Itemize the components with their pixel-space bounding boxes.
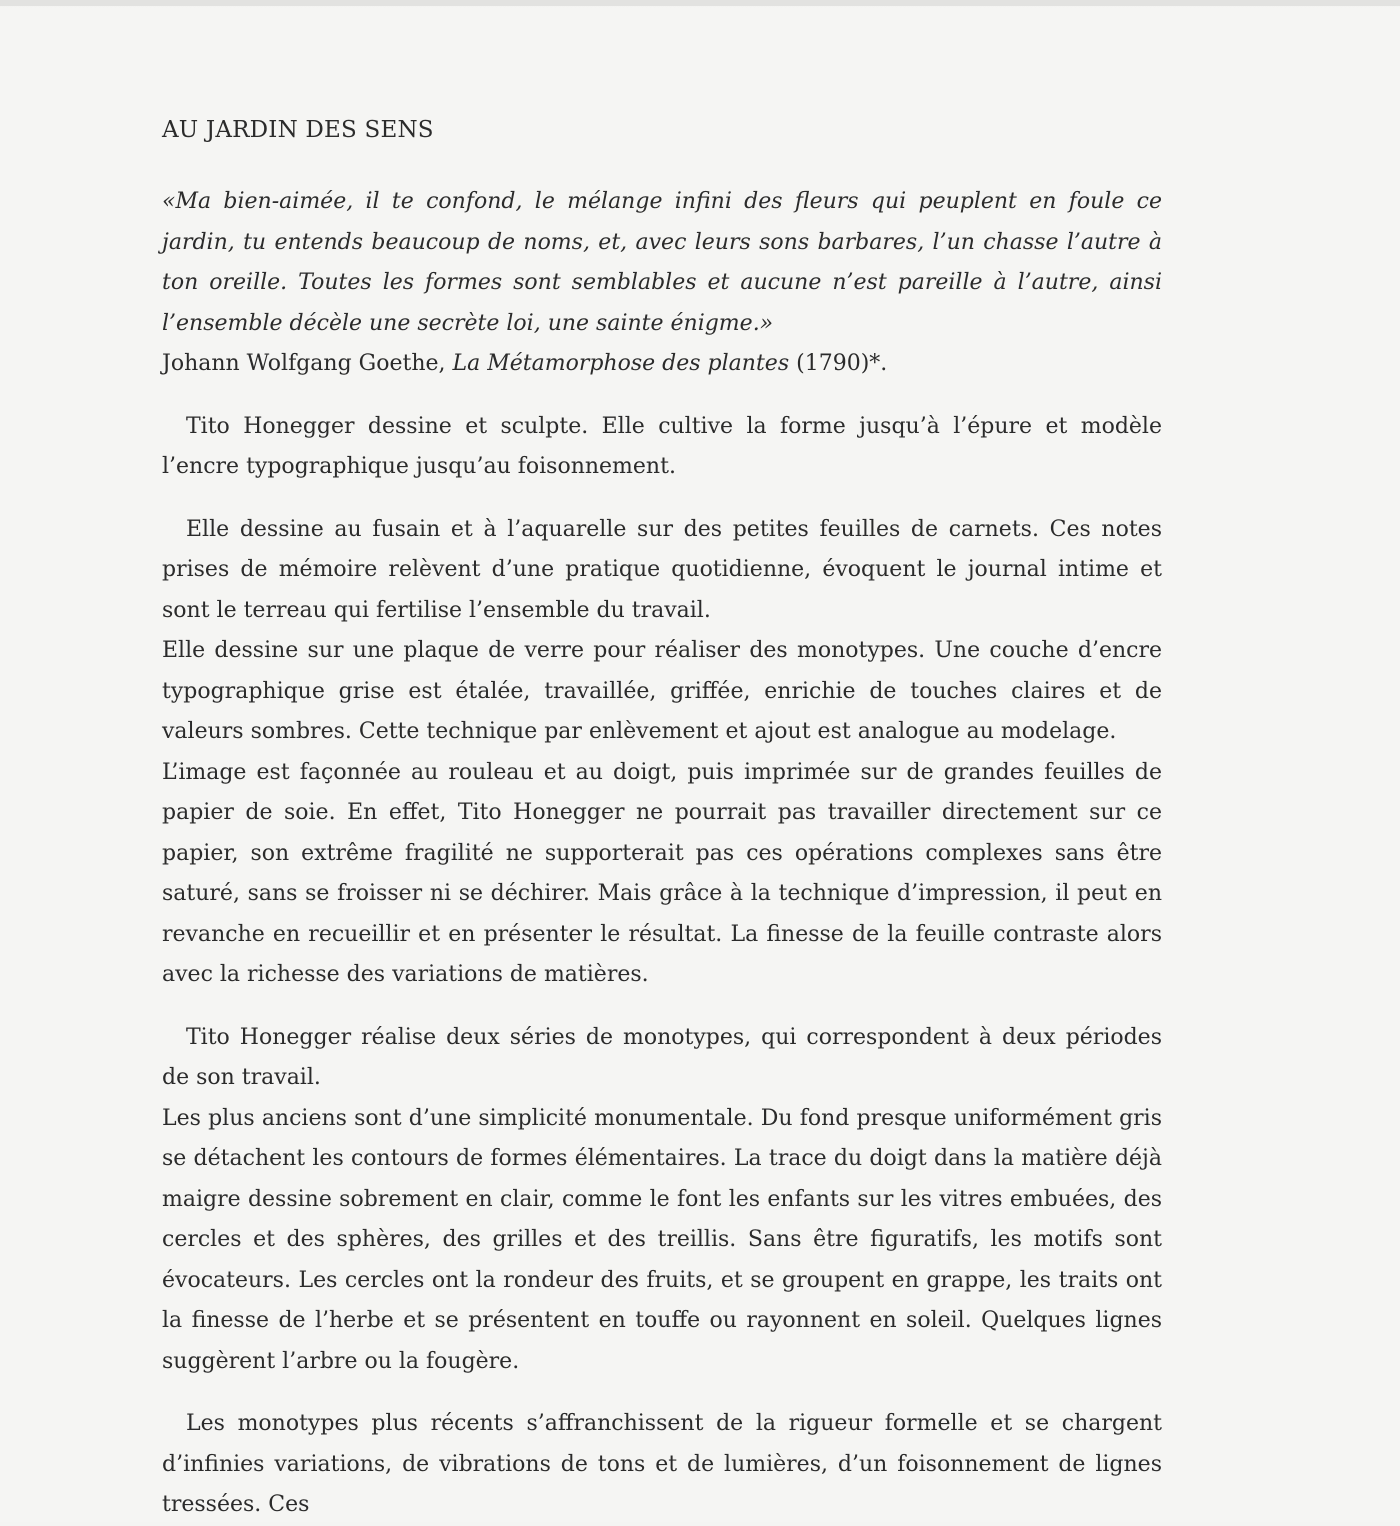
page-content bbox=[162, 112, 1162, 1526]
epigraph-quote: «Ma bien-aimée, il te confond, le mélange infini des fleurs qui peuplent en foule ce jardin, tu entends beaucoup de noms, et, avec leurs sons barbares, l’un chasse l’autre à ton oreille. Toutes les formes sont semblables et aucune n’est pareille à l’autre, ainsi l’ensemble décèle une secrète loi, une sainte énigme.» bbox=[162, 189, 1162, 336]
body-paragraph: Les monotypes plus récents s’affranchissent de la rigueur formelle et se chargent d’infinies variations, de vibrations de tons et de lumières, d’un foisonnement de lignes tressées. Ces bbox=[162, 1411, 1162, 1517]
body-paragraph: Les plus anciens sont d’une simplicité monumentale. Du fond presque uniformément gris se détachent les contours de formes élémentaires. La trace du doigt dans la matière déjà maigre dessine sobrement en clair, comme le font les enfants sur les vitres embuées, des cercles et des sphères, des grilles et des treillis. Sans être figuratifs, les motifs sont évocateurs. Les cercles ont la rondeur des fruits, et se groupent en grappe, les traits ont la finesse de l’herbe et se présentent en touffe ou rayonnent en soleil. Quelques lignes suggèrent l’arbre ou la fougère. bbox=[162, 1105, 1162, 1374]
body-paragraph: Tito Honegger réalise deux séries de monotypes, qui correspondent à deux périodes de son travail. bbox=[162, 1024, 1162, 1090]
attribution-year: (1790)*. bbox=[789, 351, 888, 376]
epigraph-attribution bbox=[162, 344, 1162, 385]
body-paragraph: Elle dessine au fusain et à l’aquarelle sur des petites feuilles de carnets. Ces notes prises de mémoire relèvent d’une pratique quotidienne, évoquent le journal intime et sont le terreau qui fertilise l’ensemble du travail. bbox=[162, 516, 1162, 623]
attribution-work-title: La Métamorphose des plantes bbox=[452, 351, 790, 376]
body-paragraph: L’image est façonnée au rouleau et au doigt, puis imprimée sur de grandes feuilles de papier de soie. En effet, Tito Honegger ne pourrait pas travailler directement sur ce papier, son extrême fragilité ne supporterait pas ces opérations complexes sans être saturé, sans se froisser ni se déchirer. Mais grâce à la technique d’impression, il peut en revanche en recueillir et en présenter le résultat. La finesse de la feuille contraste alors avec la richesse des variations de matières. bbox=[162, 759, 1162, 987]
attribution-author: Johann Wolfgang Goethe, bbox=[162, 351, 453, 376]
body-paragraph: Elle dessine sur une plaque de verre pour réaliser des monotypes. Une couche d’encre typographique grise est étalée, travaillée, griffée, enrichie de touches claires et de valeurs sombres. Cette technique par enlèvement et ajout est analogue au modelage. bbox=[162, 638, 1162, 744]
body-paragraph: Tito Honegger dessine et sculpte. Elle cultive la forme jusqu’à l’épure et modèle l’encre typographique jusqu’au foisonnement. bbox=[162, 413, 1162, 479]
chapter-heading: AU JARDIN DES SENS bbox=[162, 117, 434, 143]
page-top-edge bbox=[0, 0, 1400, 6]
